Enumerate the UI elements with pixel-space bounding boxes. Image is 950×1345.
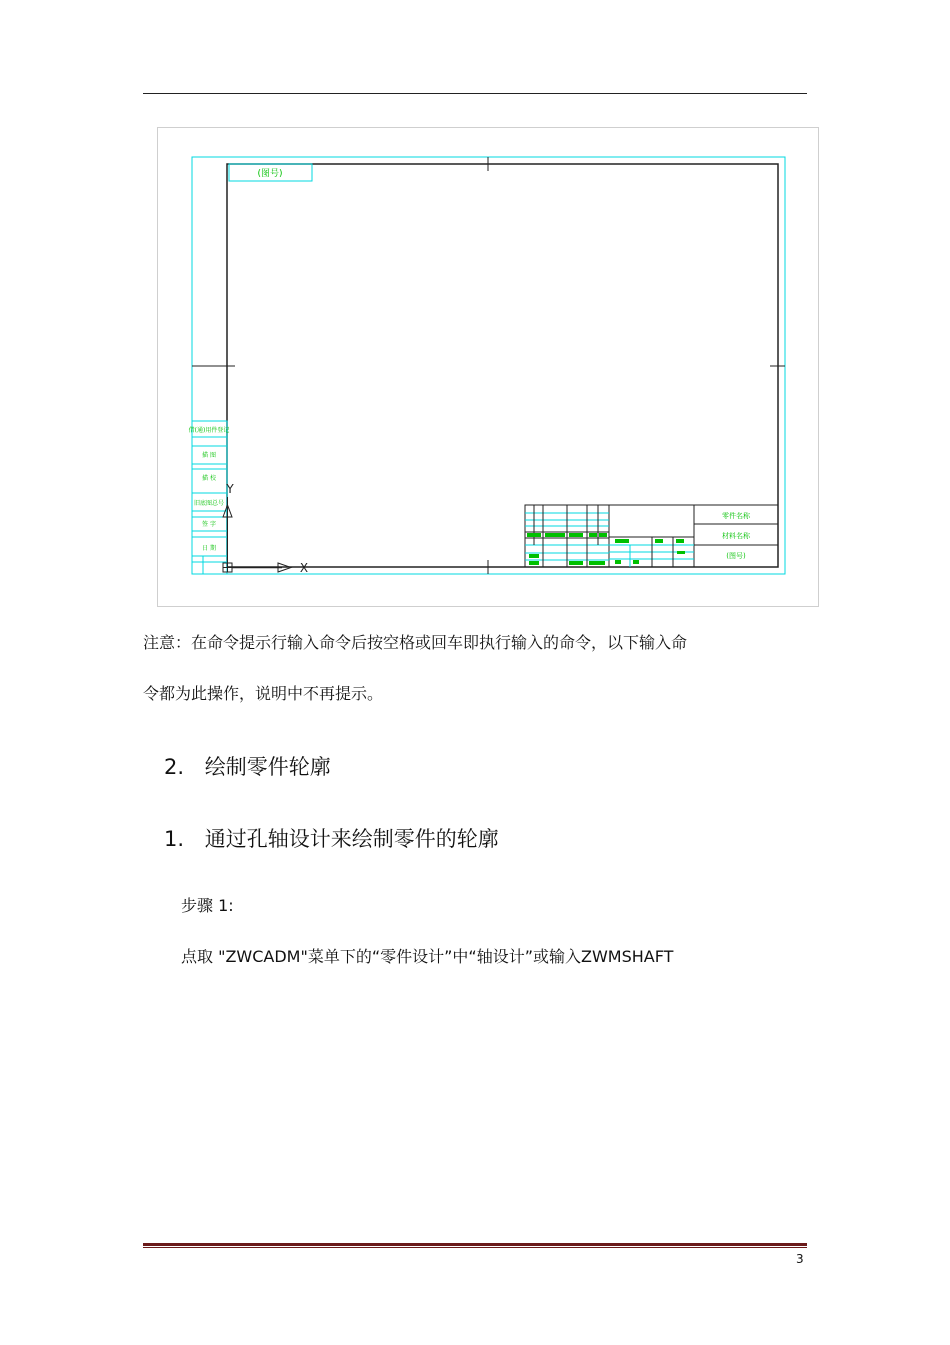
cad-drawing-figure [157, 127, 819, 607]
side-label-5: 日 期 [202, 545, 216, 552]
side-label-0: 借(通)用件登记 [188, 427, 230, 434]
side-label-1: 描 图 [202, 452, 216, 459]
ucs-x-label: X [299, 561, 309, 575]
footer-rule [143, 1243, 807, 1248]
instruction-text: 点取 "ZWCADM"菜单下的“零件设计”中“轴设计”或输入ZWMSHAFT [181, 947, 674, 966]
title-block-material: 材料名称 [722, 532, 750, 540]
section-1-number: 1. [164, 827, 185, 851]
section-1-heading [164, 823, 499, 853]
section-2-title: 绘制零件轮廓 [204, 755, 331, 779]
section-2-heading [164, 751, 331, 781]
side-label-2: 描 校 [202, 475, 216, 482]
cad-drawing-canvas [157, 127, 819, 607]
frame-label-text: (图号) [257, 169, 283, 179]
title-block-name: 零件名称 [722, 512, 750, 520]
section-1-title: 通过孔轴设计来绘制零件的轮廓 [204, 827, 499, 851]
side-label-4: 签 字 [202, 521, 216, 528]
page-number: 3 [796, 1252, 804, 1266]
header-rule [143, 93, 807, 94]
side-label-3: 旧底图总号 [193, 500, 225, 507]
title-block-code: (图号) [726, 552, 746, 560]
figure-border [158, 128, 819, 607]
ucs-y-label: Y [226, 482, 234, 496]
step-label: 步骤 1: [181, 896, 234, 915]
note-line-2: 令都为此操作，说明中不再提示。 [143, 684, 384, 703]
note-line-1: 注意：在命令提示行输入命令后按空格或回车即执行输入的命令，以下输入命 [143, 633, 688, 652]
section-2-number: 2. [164, 755, 185, 779]
